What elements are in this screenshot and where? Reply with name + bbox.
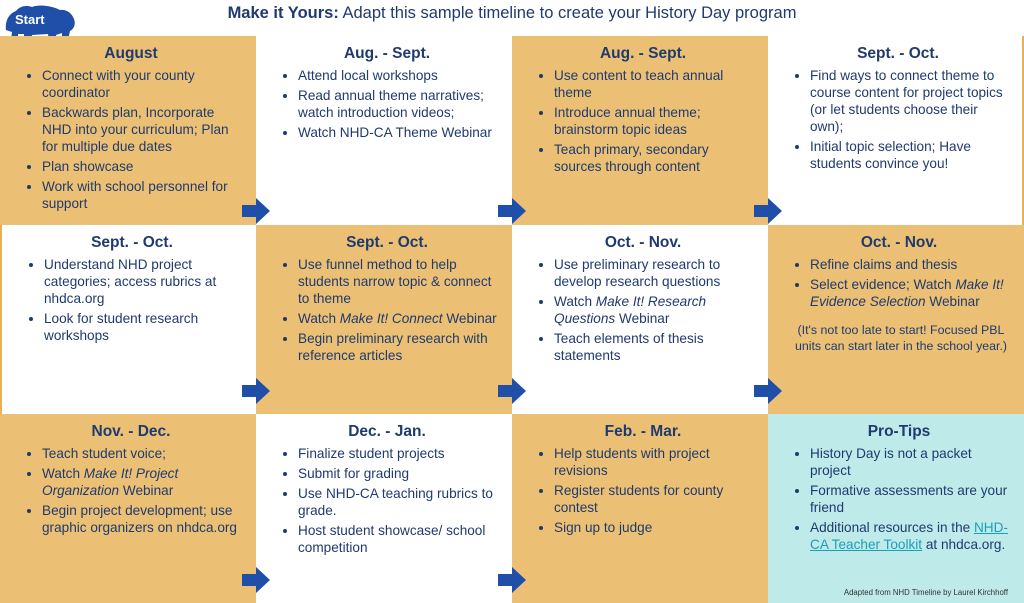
list-item: • Begin project development; use graphic organizers on nhdca.org [42,502,246,536]
timeline-cell-oct-nov-1 [512,225,768,414]
list-item: • Read annual theme narratives; watch introduction videos; [298,87,502,121]
timeline-cell-dec-jan [256,414,512,603]
list-item: • Initial topic selection; Have students convince you! [810,138,1012,172]
list-item: • Introduce annual theme; brainstorm topic ideas [554,104,758,138]
list-item: • Teach elements of thesis statements [554,330,758,364]
list-item: • Use content to teach annual theme [554,67,758,101]
list-item: • Watch Make It! Research Questions Webinar [554,293,758,327]
cell-title: Sept. - Oct. [857,45,939,62]
cell-title: Sept. - Oct. [346,234,428,251]
timeline-cell-aug-sept-1 [256,36,512,225]
list-item: • Backwards plan, Incorporate NHD into your curriculum; Plan for multiple due dates [42,104,246,155]
list-item: • Teach primary, secondary sources through content [554,141,758,175]
header-bar [0,0,1024,36]
cell-title: Dec. - Jan. [348,423,426,440]
task-list [272,445,502,556]
pro-tips-cell [768,414,1024,603]
encouragement-note: (It's not too late to start! Focused PBL units can start later in the school year.) [794,323,1008,353]
cell-title: Pro-Tips [867,423,931,440]
list-item: • Use NHD-CA teaching rubrics to grade. [298,485,502,519]
task-list [784,256,1014,310]
timeline-grid [0,36,1024,603]
cell-title: August [104,45,158,62]
timeline-cell-sept-oct-1 [768,36,1024,225]
list-item: • History Day is not a packet project [810,445,1014,479]
list-item: • Finalize student projects [298,445,502,462]
list-item: • Additional resources in the NHD-CA Teacher Toolkit at nhdca.org. [810,519,1014,553]
task-list [272,67,502,141]
list-item: • Refine claims and thesis [810,256,1014,273]
timeline-cell-august [0,36,256,225]
list-item: • Use funnel method to help students narrow topic & connect to theme [298,256,502,307]
list-item: • Connect with your county coordinator [42,67,246,101]
list-item: • Understand NHD project categories; access rubrics at nhdca.org [44,256,246,307]
list-item: • Find ways to connect theme to course content for project topics (or let students choose their own); [810,67,1012,135]
page-title: Make it Yours: Adapt this sample timeline to create your History Day program [227,4,797,22]
list-item: • Plan showcase [42,158,246,175]
timeline-cell-aug-sept-2 [512,36,768,225]
list-item: • Host student showcase/ school competition [298,522,502,556]
task-list [784,67,1012,172]
cell-title: Sept. - Oct. [91,234,173,251]
list-item: • Look for student research workshops [44,310,246,344]
timeline-cell-sept-oct-2 [0,225,256,414]
list-item: • Formative assessments are your friend [810,482,1014,516]
timeline-cell-feb-mar [512,414,768,603]
logo-text: Start [15,12,45,27]
cell-title: Aug. - Sept. [343,45,431,62]
timeline-cell-oct-nov-2 [768,225,1024,414]
list-item: • Help students with project revisions [554,445,758,479]
cell-title: Aug. - Sept. [599,45,687,62]
cell-title: Oct. - Nov. [604,234,682,251]
list-item: • Watch NHD-CA Theme Webinar [298,124,502,141]
task-list [528,256,758,364]
task-list [16,445,246,536]
timeline-cell-nov-dec [0,414,256,603]
list-item: • Sign up to judge [554,519,758,536]
list-item: • Use preliminary research to develop research questions [554,256,758,290]
teacher-toolkit-link[interactable]: NHD-CA Teacher Toolkit [810,520,1008,552]
task-list [784,445,1014,553]
task-list [272,256,502,364]
list-item: • Select evidence; Watch Make It! Evidence Selection Webinar [810,276,1014,310]
task-list [528,67,758,175]
list-item: • Attend local workshops [298,67,502,84]
cell-title: Nov. - Dec. [91,423,171,440]
list-item: • Teach student voice; [42,445,246,462]
list-item: • Work with school personnel for support [42,178,246,212]
task-list [18,256,246,344]
list-item: • Register students for county contest [554,482,758,516]
list-item: • Submit for grading [298,465,502,482]
task-list [528,445,758,536]
cell-title: Feb. - Mar. [604,423,682,440]
list-item: • Begin preliminary research with reference articles [298,330,502,364]
task-list [16,67,246,212]
credit-text: Adapted from NHD Timeline by Laurel Kirchhoff [843,588,1008,597]
list-item: • Watch Make It! Project Organization Webinar [42,465,246,499]
timeline-cell-sept-oct-3 [256,225,512,414]
list-item: • Watch Make It! Connect Webinar [298,310,502,327]
cell-title: Oct. - Nov. [860,234,938,251]
